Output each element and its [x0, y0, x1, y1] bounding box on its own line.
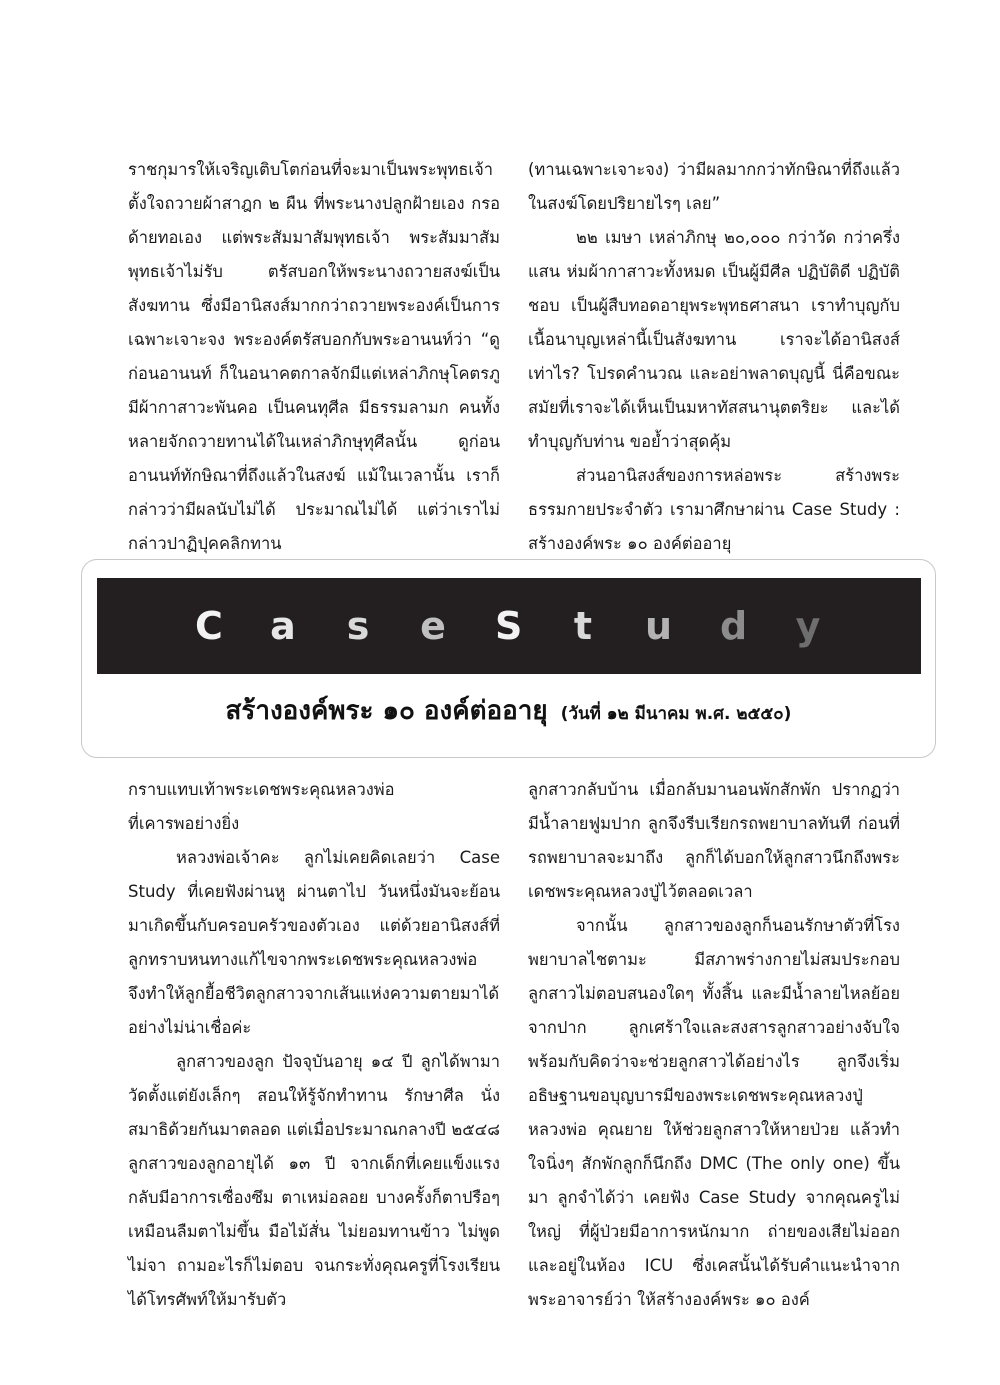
- banner-letter: S: [495, 604, 523, 648]
- paragraph: กราบแทบเท้าพระเดชพระคุณหลวงพ่อ: [128, 780, 395, 799]
- paragraph: ที่เคารพอย่างยิ่ง: [128, 814, 240, 833]
- paragraph: ลูกสาวกลับบ้าน เมื่อกลับมานอนพักสักพัก ปรากฏว่า มีน้ำลายฟูมปาก ลูกจึงรีบเรียกรถพยาบาลทันที ก่อนที่รถพยาบาลจะมาถึง ลูกก็ได้บอกให้ลูกสาวนึกถึงพระเดชพระคุณหลวงปู่ไว้ตลอดเวลา: [528, 780, 900, 901]
- banner-letter: t: [573, 604, 593, 648]
- banner-letter: d: [720, 604, 748, 648]
- paragraph: ลูกสาวของลูก ปัจจุบันอายุ ๑๔ ปี ลูกได้พามาวัดตั้งแต่ยังเล็กๆ สอนให้รู้จักทำทาน รักษาศีล นั่งสมาธิด้วยกันมาตลอด แต่เมื่อประมาณกลางปี ๒๕๔๘ ลูกสาวของลูกอายุได้ ๑๓ ปี จากเด็กที่เคยแข็งแรง กลับมีอาการเซื่องซึม ตาเหม่อลอย บางครั้งก็ตาปรือๆ เหมือนลืมตาไม่ขึ้น มือไม้สั่น ไม่ยอมทานข้าว ไม่พูดไม่จา ถามอะไรก็ไม่ตอบ จนกระทั่งคุณครูที่โรงเรียนได้โทรศัพท์ให้มารับตัว: [128, 1052, 500, 1309]
- banner-letter: e: [420, 604, 446, 648]
- banner-letter: y: [795, 604, 821, 648]
- case-study-box: [81, 559, 936, 758]
- banner-letter: s: [346, 604, 370, 648]
- case-study-banner: [97, 578, 921, 674]
- paragraph: ส่วนอานิสงส์ของการหล่อพระ สร้างพระธรรมกายประจำตัว เรามาศึกษาผ่าน Case Study : สร้างองค์พระ ๑๐ องค์ต่ออายุ: [528, 466, 900, 553]
- case-study-banner-text: [97, 578, 921, 674]
- paragraph: จากนั้น ลูกสาวของลูกก็นอนรักษาตัวที่โรงพยาบาลไชตามะ มีสภาพร่างกายไม่สมประกอบ ลูกสาวไม่ตอบสนองใดๆ ทั้งสิ้น และมีน้ำลายไหลย้อยจากปาก ลูกเศร้าใจและสงสารลูกสาวอย่างจับใจ พร้อมกับคิดว่าจะช่วยลูกสาวได้อย่างไร ลูกจึงเริ่มอธิษฐานขอบุญบารมีของพระเดชพระคุณหลวงปู่ หลวงพ่อ คุณยาย ให้ช่วยลูกสาวให้หายป่วย แล้วทำใจนิ่งๆ สักพักลูกก็นึกถึง DMC (The only one) ขึ้นมา ลูกจำได้ว่า เคยฟัง Case Study จากคุณครูไม่ใหญ่ ที่ผู้ป่วยมีอาการหนักมาก ถ่ายของเสียไม่ออก และอยู่ในห้อง ICU ซึ่งเคสนั้นได้รับคำแนะนำจากพระอาจารย์ว่า ให้สร้างองค์พระ ๑๐ องค์: [528, 916, 900, 1309]
- column-top-left: [128, 153, 500, 561]
- paragraph: (ทานเฉพาะเจาะจง) ว่ามีผลมากกว่าทักษิณาที่ถึงแล้วในสงฆ์โดยปริยายไรๆ เลย”: [528, 160, 900, 213]
- column-bottom-left: [128, 773, 500, 1317]
- banner-letter: a: [270, 604, 296, 648]
- case-study-title: สร้างองค์พระ ๑๐ องค์ต่ออายุ: [225, 696, 548, 726]
- banner-letter: u: [645, 604, 673, 648]
- case-study-date: (วันที่ ๑๒ มีนาคม พ.ศ. ๒๕๕๐): [560, 704, 792, 724]
- column-top-right: [528, 153, 900, 561]
- paragraph: หลวงพ่อเจ้าคะ ลูกไม่เคยคิดเลยว่า Case Study ที่เคยฟังผ่านหู ผ่านตาไป วันหนึ่งมันจะย้อนมาเกิดขึ้นกับครอบครัวของตัวเอง แต่ด้วยอานิสงส์ที่ลูกทราบหนทางแก้ไขจากพระเดชพระคุณหลวงพ่อ จึงทำให้ลูกยื้อชีวิตลูกสาวจากเส้นแห่งความตายมาได้อย่างไม่น่าเชื่อค่ะ: [128, 848, 500, 1037]
- column-bottom-right: [528, 773, 900, 1317]
- paragraph: ราชกุมารให้เจริญเติบโตก่อนที่จะมาเป็นพระพุทธเจ้า ตั้งใจถวายผ้าสาฎก ๒ ผืน ที่พระนางปลูกฝ้ายเอง กรอด้ายทอเอง แต่พระสัมมาสัมพุทธเจ้า พระสัมมาสัมพุทธเจ้าไม่รับ ตรัสบอกให้พระนางถวายสงฆ์เป็นสังฆทาน ซึ่งมีอานิสงส์มากกว่าถวายพระองค์เป็นการเฉพาะเจาะจง พระองค์ตรัสบอกกับพระอานนท์ว่า “ดูก่อนอานนท์ ก็ในอนาคตกาลจักมีแต่เหล่าภิกษุโคตรภู มีผ้ากาสาวะพันคอ เป็นคนทุศีล มีธรรมลามก คนทั้งหลายจักถวายทานได้ในเหล่าภิกษุทุศีลนั้น ดูก่อนอานนท์ทักษิณาที่ถึงแล้วในสงฆ์ แม้ในเวลานั้น เราก็กล่าวว่ามีผลนับไม่ได้ ประมาณไม่ได้ แต่ว่าเราไม่กล่าวปาฏิปุคคลิกทาน: [128, 160, 500, 553]
- banner-letter: C: [195, 604, 223, 648]
- paragraph: ๒๒ เมษา เหล่าภิกษุ ๒๐,๐๐๐ กว่าวัด กว่าครึ่งแสน ห่มผ้ากาสาวะทั้งหมด เป็นผู้มีศีล ปฏิบัติดี ปฏิบัติชอบ เป็นผู้สืบทอดอายุพระพุทธศาสนา เราทำบุญกับเนื้อนาบุญเหล่านี้เป็นสังฆทาน เราจะได้อานิสงส์เท่าไร? โปรดคำนวณ และอย่าพลาดบุญนี้ นี่คือขณะสมัยที่เราจะได้เห็นเป็นมหาทัสสนานุตตริยะ และได้ทำบุญกับท่าน ขอย้ำว่าสุดคุ้ม: [528, 228, 900, 451]
- case-study-heading: [82, 690, 935, 740]
